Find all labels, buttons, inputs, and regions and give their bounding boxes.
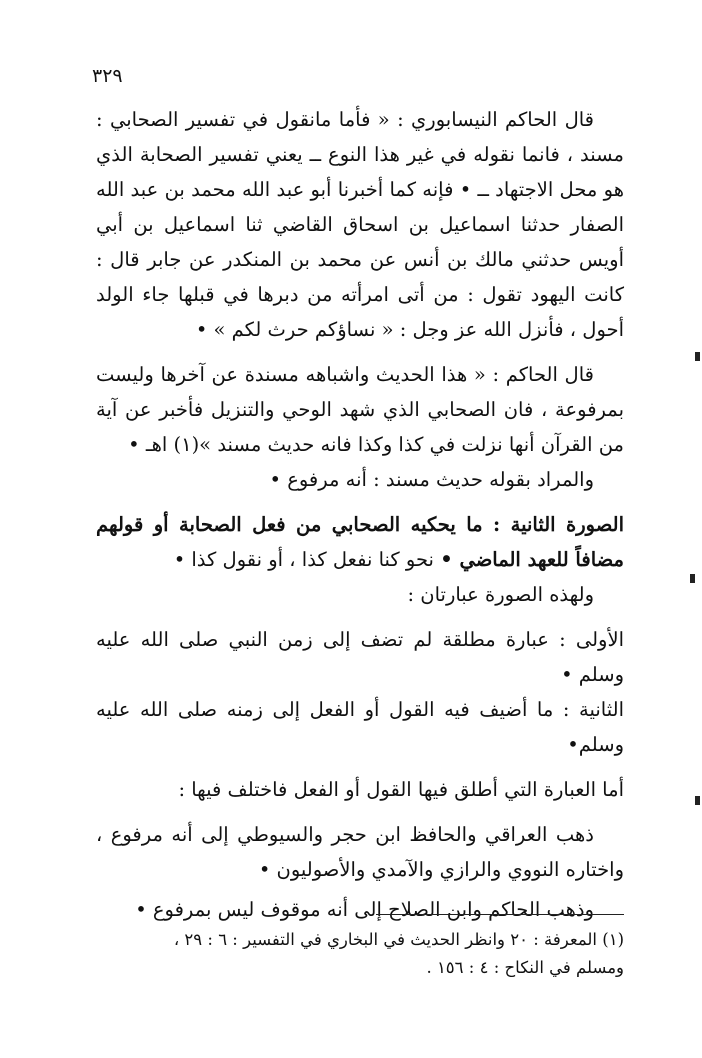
margin-mark xyxy=(695,352,700,361)
first-expression: الأولى : عبارة مطلقة لم تضف إلى زمن النبي صلى الله عليه وسلم • xyxy=(96,628,624,686)
section-heading: الصورة الثانية : ما يحكيه الصحابي من فعل الصحابة أو قولهم مضافاً للعهد الماضي • xyxy=(96,513,624,571)
footnote-line-1: (١) المعرفة : ٢٠ وانظر الحديث في البخاري في التفسير : ٦ : ٢٩ ، xyxy=(173,930,624,949)
section-second-form xyxy=(96,507,624,577)
margin-mark xyxy=(690,574,695,583)
section-heading-tail: نحو كنا نفعل كذا ، أو نقول كذا • xyxy=(173,548,441,571)
paragraph-hakim-comment: قال الحاكم : « هذا الحديث واشباهه مسندة عن آخرها وليست بمرفوعة ، فان الصحابي الذي شهد الوحي والتنزيل فأخبر عن آية من القرآن أنها نزلت في كذا وكذا فانه حديث مسند »(١) اهـ • xyxy=(96,363,624,456)
dispute-line: أما العبارة التي أطلق فيها القول أو الفعل فاختلف فيها : xyxy=(178,778,624,801)
paragraph-hakim-naysaburi: قال الحاكم النيسابوري : « فأما مانقول في تفسير الصحابي : مسند ، فانما نقوله في غير هذا النوع ــ يعني تفسير الصحابة الذي هو محل الاجتهاد ــ • فإنه كما أخبرنا أبو عبد الله محمد بن عبد الله الصفار حدثنا اسماعيل بن اسحاق القاضي ثنا اسماعيل بن أبي أويس حدثني مالك بن أنس عن محمد بن المنكدر عن جابر قال : كانت اليهود تقول : من أتى امرأته من دبرها في قبلها جاء الولد أحول ، فأنزل الله عز وجل : « نساؤكم حرث لكم » • xyxy=(96,108,624,341)
view-mawquf: وذهب الحاكم وابن الصلاح إلى أنه موقوف ليس بمرفوع • xyxy=(135,898,594,921)
view-marfu: ذهب العراقي والحافظ ابن حجر والسيوطي إلى أنه مرفوع ، واختاره النووي والرازي والآمدي والأصوليون • xyxy=(96,823,624,881)
page-number: ٣٢٩ xyxy=(92,65,123,87)
footnote xyxy=(96,926,624,982)
footnote-rule xyxy=(376,914,624,915)
footnote-line-2: ومسلم في النكاح : ٤ : ١٥٦ . xyxy=(426,958,624,977)
section-intro: ولهذه الصورة عبارتان : xyxy=(407,583,594,606)
page-body xyxy=(96,102,624,927)
second-expression: الثانية : ما أضيف فيه القول أو الفعل إلى زمنه صلى الله عليه وسلم• xyxy=(96,698,624,756)
margin-mark xyxy=(695,796,700,805)
paragraph-musnad-meaning: والمراد بقوله حديث مسند : أنه مرفوع • xyxy=(269,468,594,491)
